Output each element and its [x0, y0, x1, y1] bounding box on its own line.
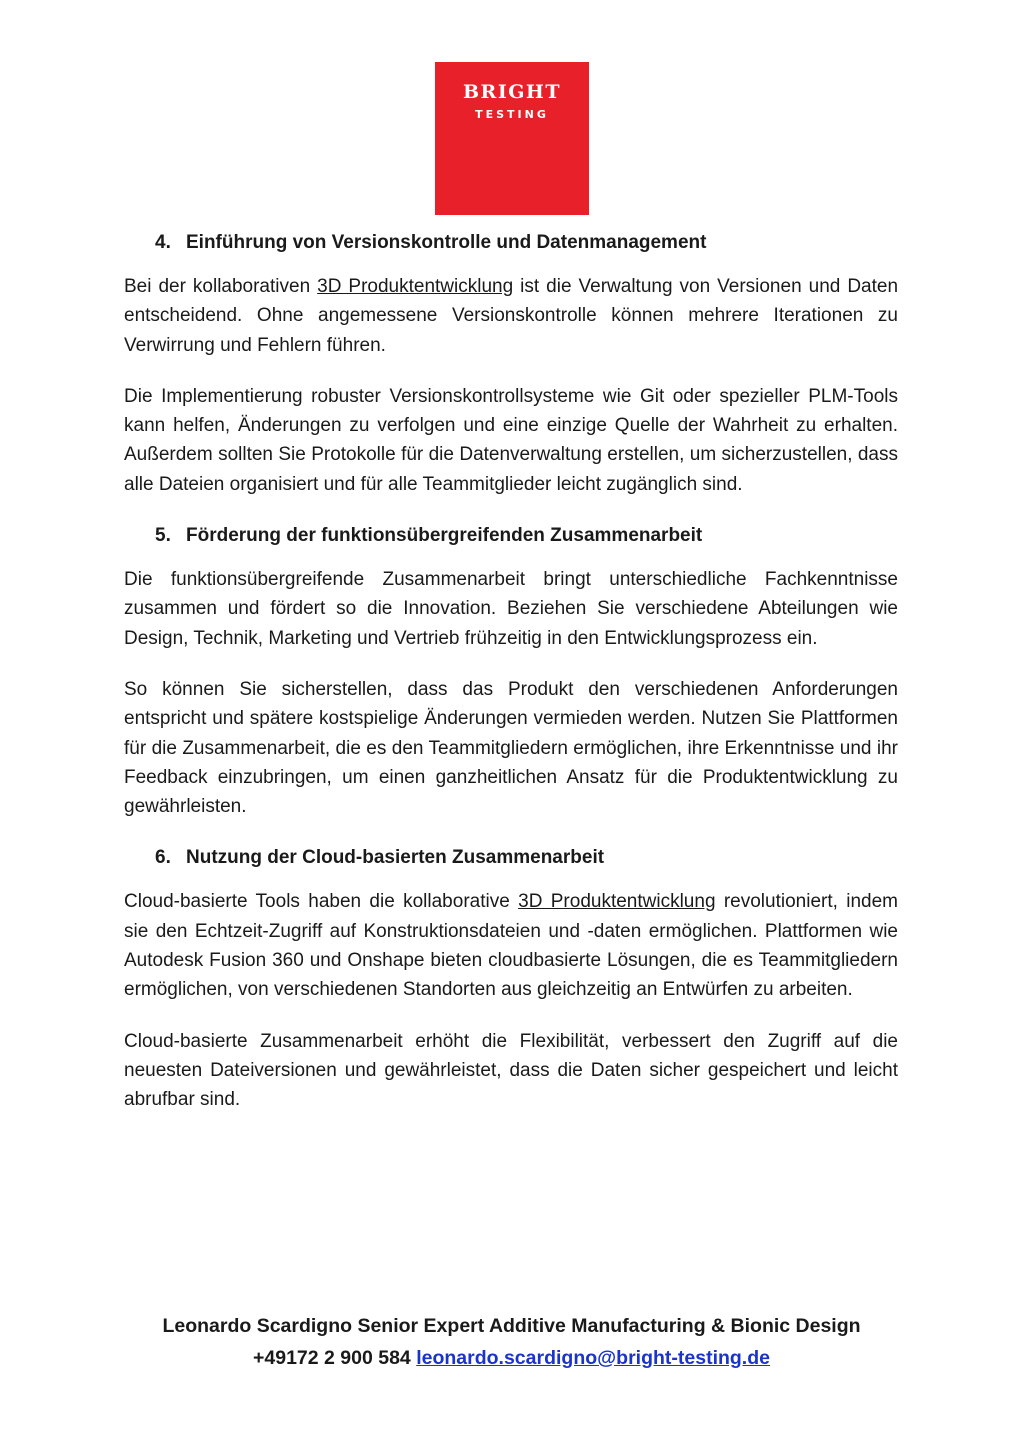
paragraph — [124, 887, 898, 1004]
paragraph: Die Implementierung robuster Versionskontrollsysteme wie Git oder spezieller PLM-Tools kann helfen, Änderungen zu verfolgen und eine einzige Quelle der Wahrheit zu erhalten. Außerdem sollten Sie Protokolle für die Datenverwaltung erstellen, um sicherzustellen, dass alle Dateien organisiert und für alle Teammitglieder leicht zugänglich sind. — [124, 385, 898, 495]
section-title: Förderung der funktionsübergreifenden Zusammenarbeit — [186, 525, 703, 547]
section-number: 4. — [155, 232, 171, 253]
section-number: 5. — [155, 525, 171, 547]
section-title: Einführung von Versionskontrolle und Datenmanagement — [186, 232, 707, 253]
contact-line — [0, 1342, 1023, 1374]
email-link[interactable]: leonardo.scardigno@bright-testing.de — [416, 1347, 770, 1369]
author-line: Leonardo Scardigno Senior Expert Additive Manufacturing & Bionic Design — [162, 1315, 861, 1337]
author-footer — [0, 1310, 1023, 1374]
paragraph: Die funktionsübergreifende Zusammenarbeit bringt unterschiedliche Fachkenntnisse zusammen und fördert so die Innovation. Beziehen Sie verschiedene Abteilungen wie Design, Technik, Marketing und Vertrieb frühzeitig in den Entwicklungsprozess ein. — [124, 569, 898, 649]
logo-line-2: TESTING — [475, 108, 549, 121]
paragraph-text: ist die Verwaltung von Versionen und Daten entscheidend. Ohne angemessene Versionskontrolle können mehrere Iterationen zu Verwirrung und Fehlern führen. — [124, 276, 899, 356]
paragraph-text: Cloud-basierte Tools haben die kollaborative — [124, 891, 519, 913]
section-heading-4 — [155, 228, 898, 258]
paragraph: So können Sie sicherstellen, dass das Produkt den verschiedenen Anforderungen entspricht und spätere kostspielige Änderungen vermieden werden. Nutzen Sie Plattformen für die Zusammenarbeit, die es den Teammitgliedern ermöglichen, ihre Erkenntnisse und ihr Feedback einzubringen, um einen ganzheitlichen Ansatz für die Produktentwicklung zu gewährleisten. — [124, 678, 898, 818]
paragraph: Cloud-basierte Zusammenarbeit erhöht die Flexibilität, verbessert den Zugriff auf die neuesten Dateiversionen und gewährleistet, dass die Daten sicher gespeichert und leicht abrufbar sind. — [124, 1030, 898, 1111]
produktentwicklung-link[interactable]: 3D Produktentwicklung — [518, 891, 716, 913]
produktentwicklung-link[interactable]: 3D Produktentwicklung — [317, 276, 514, 297]
paragraph-text: Bei der kollaborativen — [124, 276, 318, 297]
phone-number: +49172 2 900 584 — [253, 1347, 411, 1369]
article-body — [124, 228, 898, 1137]
section-number: 6. — [155, 847, 171, 869]
logo-line-1: BRIGHT — [462, 81, 562, 103]
section-heading-6 — [155, 843, 898, 873]
section-title: Nutzung der Cloud-basierten Zusammenarbeit — [186, 847, 605, 869]
paragraph-text: revolutioniert, indem sie den Echtzeit-Zugriff auf Konstruktionsdateien und -daten ermöglichen. Plattformen wie Autodesk Fusion 360 und Onshape bieten cloudbasierte Lösungen, die es Teammitgliedern ermöglichen, von verschiedenen Standorten aus gleichzeitig an Entwürfen zu arbeiten. — [124, 891, 898, 1001]
section-heading-5 — [155, 521, 898, 551]
bright-testing-logo — [435, 62, 589, 215]
paragraph — [124, 272, 898, 360]
